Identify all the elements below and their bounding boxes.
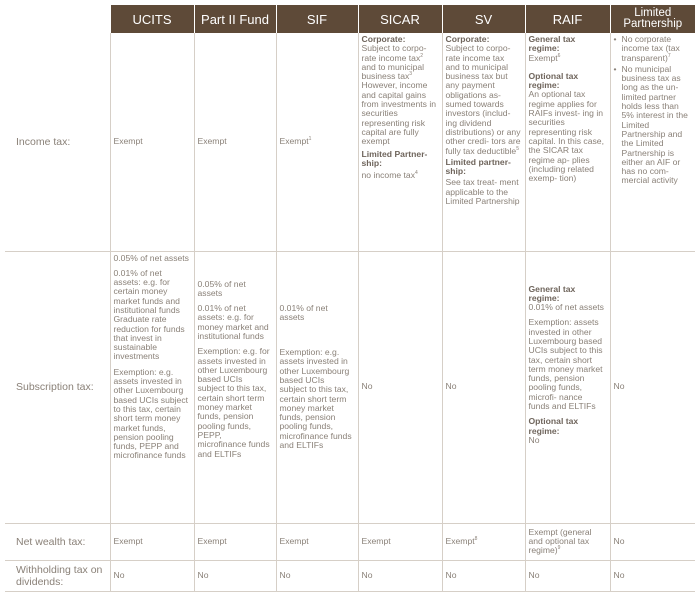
sv-lp-heading: Limited partner- ship: — [445, 156, 511, 177]
row-label-income-tax: Income tax: — [5, 33, 110, 251]
header-row — [5, 5, 695, 33]
footnote-mark: 2 — [420, 52, 424, 59]
row-net-wealth-tax — [5, 523, 695, 560]
lp-income-list — [614, 35, 692, 186]
footnote-mark: 5 — [516, 145, 519, 152]
cell-income-lp — [610, 33, 695, 251]
column-header-part2: Part II Fund — [194, 5, 276, 33]
cell-income-sif: Exempt$^1$ — [276, 33, 358, 251]
column-header-sv: SV — [442, 5, 525, 33]
raif-general-text: Exempt$^6$ — [528, 52, 561, 63]
sv-corporate-text: Subject to corpo- rate income tax and to municipal business tax but any payment obligations as- sumed towards investors (includ- ing dividend distributions) or any other credi- tors are fully tax deductible$^5$ — [445, 43, 521, 156]
row-subscription-tax — [5, 251, 695, 523]
cell-subscription-ucits — [110, 251, 194, 523]
cell-wealth-part2: Exempt — [194, 523, 276, 560]
cell-withholding-lp: No — [610, 560, 695, 591]
cell-subscription-sif — [276, 251, 358, 523]
sv-corporate-heading: Corporate: — [445, 34, 490, 44]
cell-withholding-sicar: No — [358, 560, 442, 591]
cell-wealth-lp: No — [610, 523, 695, 560]
raif-sub-general-heading: General tax regime: — [528, 283, 576, 303]
column-header-limited-partnership: Limited Partnership — [610, 5, 695, 33]
list-item: • No corporate income tax (tax transparent)$^7$ — [614, 35, 692, 63]
footnote-mark: 3 — [409, 71, 413, 78]
cell-subscription-sv: No — [442, 251, 525, 523]
cell-income-sv — [442, 33, 525, 251]
cell-income-part2: Exempt — [194, 33, 276, 251]
raif-sub-general-text: 0.01% of net assets — [528, 302, 604, 313]
cell-wealth-ucits: Exempt — [110, 523, 194, 560]
cell-subscription-sicar: No — [358, 251, 442, 523]
column-header-sif: SIF — [276, 5, 358, 33]
cell-subscription-lp: No — [610, 251, 695, 523]
raif-optional-text: An optional tax regime applies for RAIFs invest- ing in securities representing risk capital. In this case, the SICAR tax regime ap- plies (including related exemp- tion) — [528, 89, 604, 184]
cell-wealth-sif: Exempt — [276, 523, 358, 560]
cell-withholding-sv: No — [442, 560, 525, 591]
part2-sub-exemption: Exemption: e.g. for assets invested in other Luxembourg based UCIs subject to this tax, certain short term money market funds, pension pooling funds, PEPP, microfinance funds and ELTIFs — [197, 346, 270, 459]
sicar-corporate-text: Subject to corpo- rate income tax$^2$ and to municipal business tax$^3$ However, income and capital gains from investments in securities representing risk capital are fully exempt — [361, 43, 437, 147]
row-label-subscription-tax: Subscription tax: — [5, 251, 110, 523]
cell-income-raif — [525, 33, 610, 251]
part2-sub-reduced: 0.01% of net assets: e.g. for money market and institutional funds — [197, 303, 269, 341]
ucits-sub-reduced: 0.01% of net assets: e.g. for certain money market funds and institutional funds Graduate rate reduction for funds that invest in sustainable investments — [113, 267, 185, 362]
sicar-lp-text: no income tax$^4$ — [361, 170, 418, 181]
row-label-withholding-tax: Withholding tax on dividends: — [5, 560, 110, 591]
footnote-mark: 8 — [474, 535, 478, 542]
row-label-net-wealth-tax: Net wealth tax: — [5, 523, 110, 560]
footnote-mark: 1 — [308, 136, 312, 143]
column-header-ucits: UCITS — [110, 5, 194, 33]
sicar-corporate-heading: Corporate: — [361, 34, 406, 44]
sicar-lp-heading: Limited Partner- ship: — [361, 148, 428, 168]
footnote-mark: 4 — [415, 170, 418, 177]
footnote-mark: 6 — [557, 52, 561, 59]
ucits-sub-rate: 0.05% of net assets — [113, 252, 189, 263]
cell-income-sicar — [358, 33, 442, 251]
cell-withholding-sif: No — [276, 560, 358, 591]
cell-wealth-sicar: Exempt — [358, 523, 442, 560]
ucits-sub-exemption: Exemption: e.g. assets invested in other Luxembourg based UCIs subject to this tax, certain short term money market funds, pension pooling funds, PEPP and microfinance funds — [113, 366, 189, 461]
footnote-mark: 9 — [557, 545, 561, 552]
row-withholding-tax — [5, 560, 695, 591]
cell-subscription-raif — [525, 251, 610, 523]
list-item: • No municipal business tax as long as the un- limited partner holds less than 5% interest in the Limited Partnership and the Limited Partnership is either an AIF or has no com- mercial activity — [614, 65, 692, 186]
sv-lp-text: See tax treat- ment applicable to the Limited Partnership — [445, 177, 520, 207]
cell-withholding-part2: No — [194, 560, 276, 591]
header-corner — [5, 5, 110, 33]
column-header-raif: RAIF — [525, 5, 610, 33]
tax-comparison-table — [5, 5, 695, 592]
cell-withholding-ucits: No — [110, 560, 194, 591]
cell-subscription-part2 — [194, 251, 276, 523]
raif-sub-exemption: Exemption: assets invested in other Luxembourg based UCIs subject to this tax, certain short term money market funds, pension pooling funds, microfi- nance funds and ELTIFs — [528, 317, 603, 412]
row-income-tax — [5, 33, 695, 251]
footnote-mark: 7 — [667, 52, 671, 59]
sif-sub-exemption: Exemption: e.g. assets invested in other Luxembourg based UCIs subject to this tax, certain short term money market funds, pension pooling funds, microfinance funds and ELTIFs — [279, 347, 352, 451]
cell-wealth-sv: Exempt$^8$ — [442, 523, 525, 560]
raif-general-heading: General tax regime: — [528, 34, 576, 54]
sif-sub-rate: 0.01% of net assets — [279, 302, 328, 322]
column-header-sicar: SICAR — [358, 5, 442, 33]
cell-income-ucits: Exempt — [110, 33, 194, 251]
part2-sub-rate: 0.05% of net assets — [197, 278, 246, 298]
raif-optional-heading: Optional tax regime: — [528, 70, 579, 91]
cell-withholding-raif: No — [525, 560, 610, 591]
raif-sub-optional-heading: Optional tax regime: — [528, 416, 579, 436]
raif-sub-optional-text: No — [528, 434, 540, 445]
cell-wealth-raif: Exempt (general and optional tax regime)$^9$ — [525, 523, 610, 560]
